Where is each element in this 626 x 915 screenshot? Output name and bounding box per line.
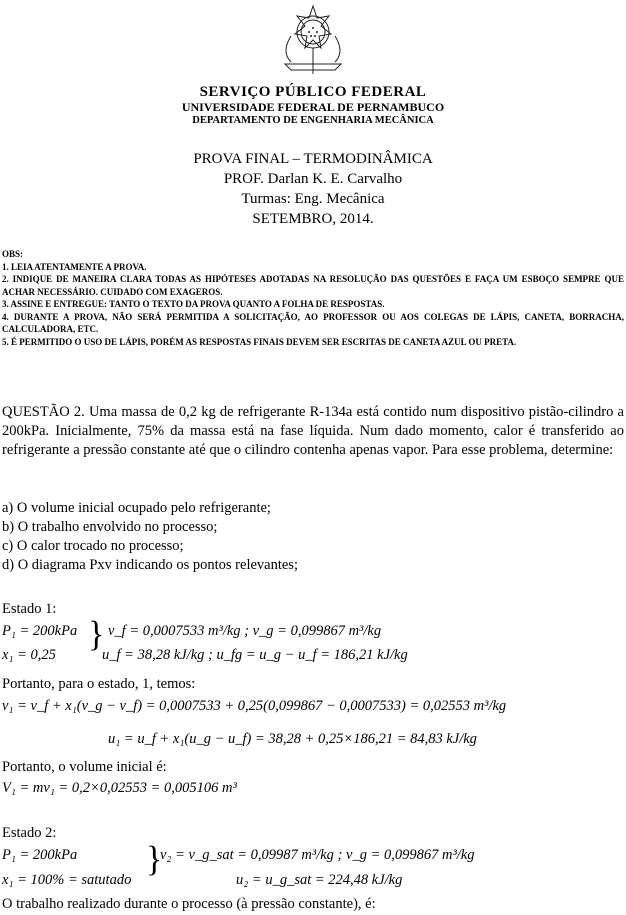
estado1-pressure: P₁ = 200kPa: [2, 623, 78, 639]
exam-professor: PROF. Darlan K. E. Carvalho: [223, 171, 403, 187]
estado1-quality: x₁ = 0,25: [2, 647, 56, 663]
equation-v1: v₁ = v_f + x₁(v_g − v_f) = 0,0007533 + 0,25(0,099867 − 0,0007533) = 0,02553 m³/kg: [2, 698, 507, 714]
estado2-energy: u₂ = u_g_sat = 224,48 kJ/kg: [236, 872, 403, 888]
estado1-label: Estado 1:: [2, 601, 57, 617]
portanto-estado1: Portanto, para o estado, 1, temos:: [2, 676, 196, 692]
question-item-a: a) O volume inicial ocupado pelo refrigerante;: [2, 500, 271, 516]
obs-item: 1. LEIA ATENTAMENTE A PROVA.: [2, 261, 147, 272]
obs-block: [2, 248, 624, 348]
question-item-b: b) O trabalho envolvido no processo;: [2, 519, 218, 535]
question-text: QUESTÃO 2. Uma massa de 0,2 kg de refrigerante R-134a está contido num dispositivo pistão-cilindro a 200kPa. Inicialmente, 75% da massa está na fase líquida. Num dado momento, calor é transferido ao refrigerante a pressão constante até que o cilindro contenha apenas vapor. Para esse problema, determine:: [2, 404, 624, 458]
estado2-label: Estado 2:: [2, 825, 57, 841]
header-department: DEPARTAMENTO DE ENGENHARIA MECÂNICA: [192, 115, 434, 126]
obs-item: 2. INDIQUE DE MANEIRA CLARA TODAS AS HIPÓTESES ADOTADAS NA RESOLUÇÃO DAS QUESTÕES E FAÇA UM ESBOÇO SEMPRE QUE ACHAR NECESSÁRIO. CUIDADO COM EXAGEROS.: [2, 274, 624, 297]
trabalho-text: O trabalho realizado durante o processo (à pressão constante), é:: [2, 896, 376, 912]
header-university: UNIVERSIDADE FEDERAL DE PERNAMBUCO: [181, 100, 445, 114]
exam-title: PROVA FINAL – TERMODINÂMICA: [193, 151, 433, 167]
brasao-republica-icon: [271, 2, 355, 78]
obs-item: 3. ASSINE E ENTREGUE: TANTO O TEXTO DA PROVA QUANTO A FOLHA DE RESPOSTAS.: [2, 299, 385, 309]
estado1-volumes: v_f = 0,0007533 m³/kg ; v_g = 0,099867 m³/kg: [108, 623, 382, 639]
estado2-quality: x₁ = 100% = satutado: [2, 872, 132, 888]
equation-V1: V₁ = mv₁ = 0,2×0,02553 = 0,005106 m³: [2, 780, 237, 796]
equation-u1: u₁ = u_f + x₁(u_g − u_f) = 38,28 + 0,25×186,21 = 84,83 kJ/kg: [108, 731, 477, 747]
obs-label: OBS:: [2, 249, 24, 259]
brace-icon: }: [146, 840, 163, 879]
obs-item: 4. DURANTE A PROVA, NÃO SERÁ PERMITIDA A SOLICITAÇÃO, AO PROFESSOR OU AOS COLEGAS DE LÁPIS, CANETA, BORRACHA, CALCULADORA, ETC.: [2, 311, 624, 334]
estado2-pressure: P₁ = 200kPa: [2, 847, 78, 863]
question-item-d: d) O diagrama Pxv indicando os pontos relevantes;: [2, 557, 298, 573]
brace-icon: }: [88, 615, 105, 654]
portanto-volume: Portanto, o volume inicial é:: [2, 759, 167, 775]
obs-item: 5. É PERMITIDO O USO DE LÁPIS, PORÉM AS RESPOSTAS FINAIS DEVEM SER ESCRITAS DE CANETA AZUL OU PRETA.: [2, 336, 517, 347]
question-item-c: c) O calor trocado no processo;: [2, 538, 184, 554]
exam-date: SETEMBRO, 2014.: [252, 211, 374, 227]
exam-turmas: Turmas: Eng. Mecânica: [241, 191, 385, 207]
estado1-energies: u_f = 38,28 kJ/kg ; u_fg = u_g − u_f = 186,21 kJ/kg: [102, 647, 408, 663]
header-service: SERVIÇO PÚBLICO FEDERAL: [199, 84, 427, 100]
estado2-volumes: v₂ = v_g_sat = 0,09987 m³/kg ; v_g = 0,099867 m³/kg: [160, 847, 475, 863]
